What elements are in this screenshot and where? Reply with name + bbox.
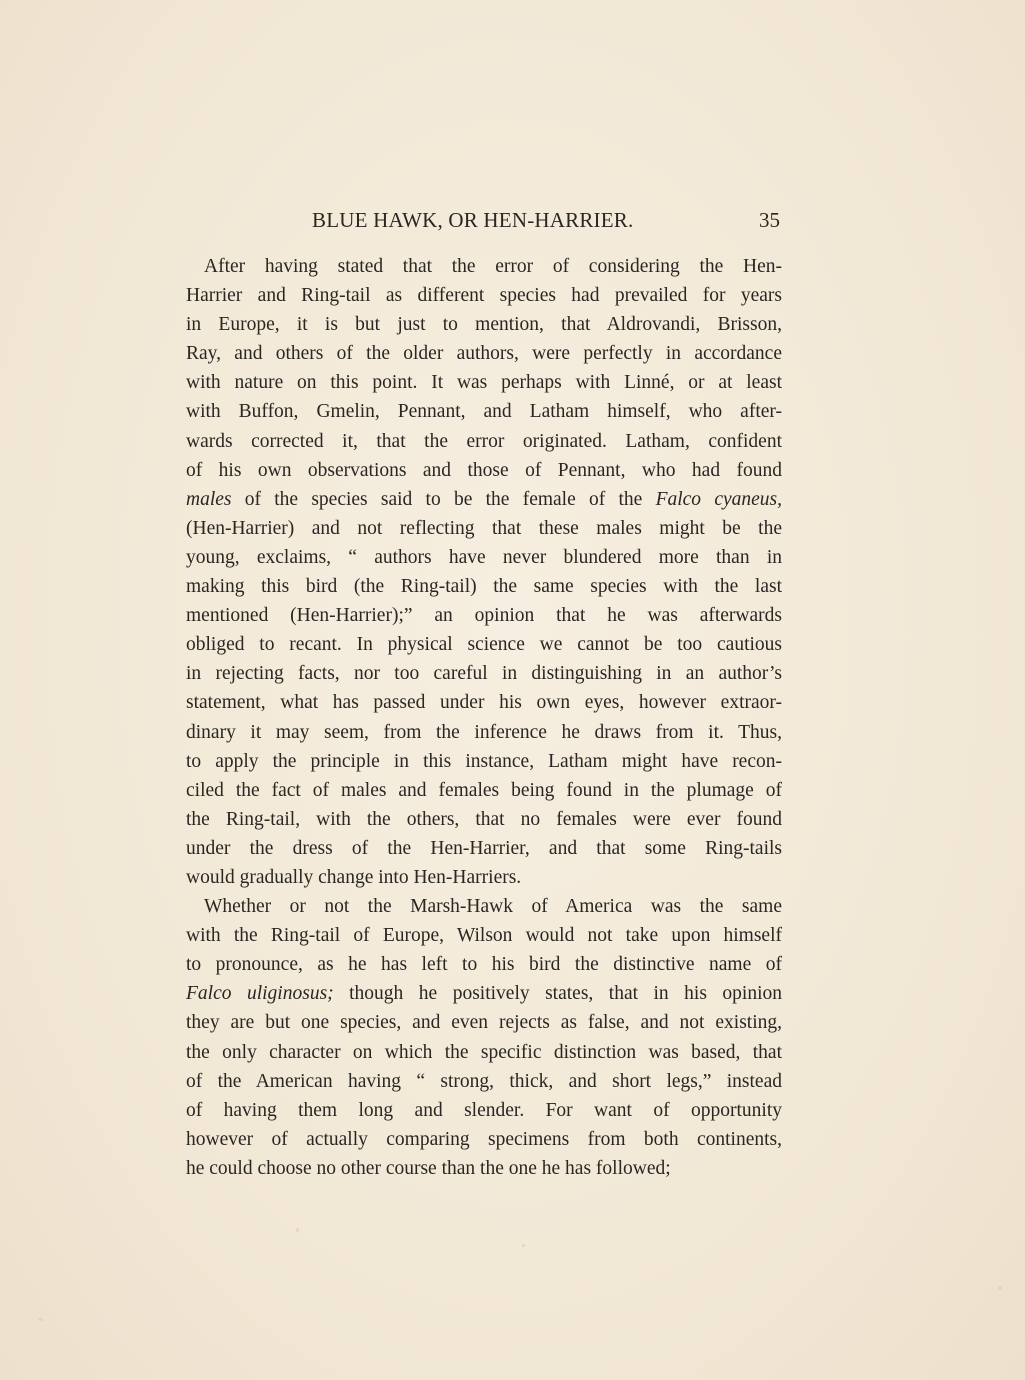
- paper-spot: [998, 1286, 1002, 1290]
- text-line: [186, 368, 782, 397]
- page-number: 35: [759, 208, 780, 232]
- text-segment: with Buffon, Gmelin, Pennant, and Latham himself, who after-: [186, 401, 782, 423]
- text-line: [186, 543, 782, 572]
- text-line: [186, 747, 782, 776]
- body-text: [186, 252, 782, 1183]
- text-segment: with the Ring-tail of Europe, Wilson would not take upon himself: [186, 925, 782, 947]
- paper-spot: [38, 1318, 43, 1321]
- text-segment: to apply the principle in this instance, Latham might have recon-: [186, 750, 782, 772]
- text-line: [186, 514, 782, 543]
- text-segment: obliged to recant. In physical science we cannot be too cautious: [186, 634, 782, 656]
- text-segment: in rejecting facts, nor too careful in distinguishing in an author’s: [186, 663, 782, 685]
- text-line: [186, 688, 782, 717]
- running-title: BLUE HAWK, OR HEN-HARRIER.: [312, 208, 634, 232]
- text-line: [186, 485, 782, 514]
- text-segment: he could choose no other course than the one he has followed;: [186, 1157, 671, 1179]
- text-line: [186, 427, 782, 456]
- text-line: [186, 1096, 782, 1125]
- text-line: [186, 630, 782, 659]
- text-segment: of the species said to be the female of the: [231, 488, 656, 510]
- text-segment: Whether or not the Marsh-Hawk of America was the same: [204, 896, 782, 918]
- text-segment: young, exclaims, “ authors have never blundered more than in: [186, 546, 782, 568]
- text-line: [186, 456, 782, 485]
- text-segment: with nature on this point. It was perhaps with Linné, or at least: [186, 372, 782, 394]
- text-line: [186, 834, 782, 863]
- text-segment: in Europe, it is but just to mention, that Aldrovandi, Brisson,: [186, 314, 782, 336]
- text-line: [186, 601, 782, 630]
- text-segment: (Hen-Harrier) and not reflecting that these males might be the: [186, 517, 782, 539]
- text-segment: under the dress of the Hen-Harrier, and that some Ring-tails: [186, 837, 782, 859]
- text-segment: making this bird (the Ring-tail) the same species with the last: [186, 576, 782, 598]
- italic-text: Falco cyaneus,: [655, 488, 782, 510]
- text-segment: After having stated that the error of considering the Hen-: [204, 256, 782, 277]
- text-segment: of his own observations and those of Pennant, who had found: [186, 459, 782, 481]
- text-line: [186, 863, 782, 892]
- text-line: [186, 979, 782, 1008]
- text-line: [186, 1038, 782, 1067]
- paper-spot: [522, 1244, 525, 1247]
- text-segment: Harrier and Ring-tail as different species had prevailed for years: [186, 285, 782, 307]
- text-segment: of the American having “ strong, thick, and short legs,” instead: [186, 1070, 782, 1092]
- text-line: [186, 921, 782, 950]
- page-header: [186, 208, 780, 238]
- text-segment: of having them long and slender. For want of opportunity: [186, 1099, 782, 1121]
- text-line: [186, 1125, 782, 1154]
- text-segment: mentioned (Hen-Harrier);” an opinion that he was afterwards: [186, 605, 782, 627]
- text-segment: Ray, and others of the older authors, were perfectly in accordance: [186, 343, 782, 365]
- paper-spot: [296, 1228, 299, 1232]
- italic-text: males: [186, 488, 232, 510]
- text-segment: though he positively states, that in his opinion: [333, 983, 782, 1005]
- text-segment: to pronounce, as he has left to his bird the distinctive name of: [186, 954, 782, 976]
- text-line: [186, 659, 782, 688]
- text-line: [186, 776, 782, 805]
- text-line: [186, 281, 782, 310]
- text-segment: would gradually change into Hen-Harriers.: [186, 866, 522, 888]
- text-line: [186, 718, 782, 747]
- text-segment: ciled the fact of males and females being found in the plumage of: [186, 779, 782, 801]
- text-segment: dinary it may seem, from the inference he draws from it. Thus,: [186, 721, 782, 743]
- text-line: [186, 572, 782, 601]
- text-line: [186, 1067, 782, 1096]
- italic-text: Falco uliginosus;: [186, 983, 334, 1005]
- text-line: [186, 310, 782, 339]
- text-line: [186, 805, 782, 834]
- text-line: [186, 339, 782, 368]
- text-line: [186, 892, 782, 921]
- text-segment: the Ring-tail, with the others, that no females were ever found: [186, 808, 782, 830]
- text-segment: the only character on which the specific distinction was based, that: [186, 1041, 782, 1063]
- text-line: [186, 252, 782, 281]
- text-line: [186, 950, 782, 979]
- text-line: [186, 397, 782, 426]
- text-segment: they are but one species, and even rejects as false, and not existing,: [186, 1012, 782, 1034]
- text-line: [186, 1008, 782, 1037]
- text-segment: statement, what has passed under his own eyes, however extraor-: [186, 692, 782, 714]
- text-segment: however of actually comparing specimens from both continents,: [186, 1128, 782, 1150]
- text-line: [186, 1154, 782, 1183]
- text-segment: wards corrected it, that the error originated. Latham, confident: [186, 430, 782, 452]
